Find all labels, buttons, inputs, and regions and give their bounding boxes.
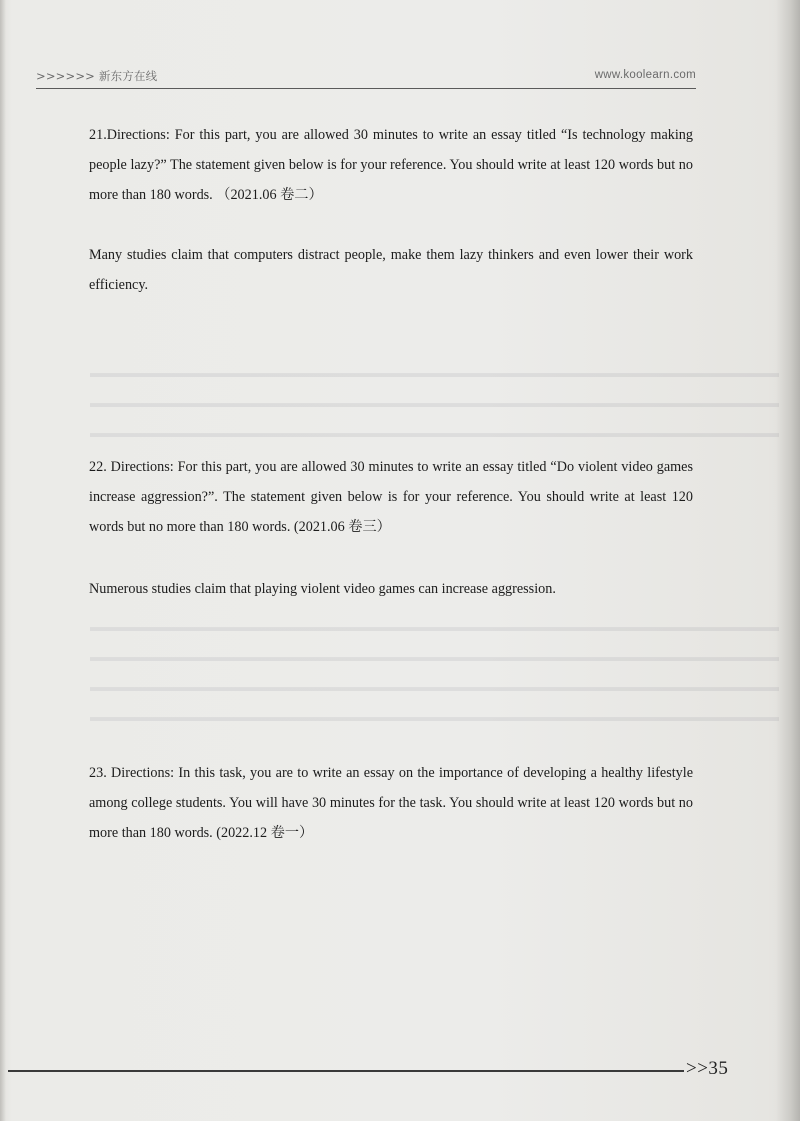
header-brand: >>>>>> 新东方在线 [36,69,158,83]
page-number: >>35 [686,1058,729,1079]
header-website: www.koolearn.com [594,69,696,81]
page-shadow-left [0,0,6,1121]
show-through-line: ▬▬▬▬▬▬▬▬▬▬▬▬▬▬▬▬▬▬▬▬▬▬▬▬▬▬▬▬▬▬▬▬▬▬▬▬▬▬▬▬▬▬▬▬▬▬▬▬▬▬▬▬▬ [90,709,779,724]
show-through-line: ▬▬▬▬▬▬▬▬▬▬▬▬▬▬▬▬▬▬▬▬▬▬▬▬▬▬▬▬▬▬▬▬▬▬▬▬▬▬▬▬▬▬▬▬▬▬▬▬▬▬▬▬▬ [90,619,779,634]
question-21-prompt: 21.Directions: For this part, you are allowed 30 minutes to write an essay titled “Is technology making people lazy?” The statement given below is for your reference. You should write at least 120 words but no more than 180 words. （2021.06 卷二） [89,127,693,203]
page-header [36,64,696,88]
show-through-line: ▬▬▬▬▬▬▬▬▬▬▬▬▬▬▬▬▬▬▬▬▬▬▬▬▬▬▬▬▬▬▬▬▬▬▬▬▬▬▬▬▬▬▬▬▬▬▬▬▬▬▬▬▬ [90,365,779,380]
page-shadow-right [776,0,800,1121]
header-divider [36,88,696,89]
show-through-line: ▬▬▬▬▬▬▬▬▬▬▬▬▬▬▬▬▬▬▬▬▬▬▬▬▬▬▬▬▬▬▬▬▬▬▬▬▬▬▬▬▬▬▬▬▬▬▬▬▬▬▬▬▬ [90,395,779,410]
question-22-prompt: 22. Directions: For this part, you are allowed 30 minutes to write an essay titled “Do violent video games increase aggression?”. The statement given below is for your reference. You should write at least 120 words but no more than 180 words. (2021.06 卷三） [89,459,693,535]
question-23-prompt: 23. Directions: In this task, you are to write an essay on the importance of developing a healthy lifestyle among college students. You will have 30 minutes for the task. You should write at least 120 words but no more than 180 words. (2022.12 卷一） [89,765,693,841]
footer-divider [8,1070,684,1072]
question-22-statement: Numerous studies claim that playing violent video games can increase aggression. [89,581,556,597]
show-through-line: ▬▬▬▬▬▬▬▬▬▬▬▬▬▬▬▬▬▬▬▬▬▬▬▬▬▬▬▬▬▬▬▬▬▬▬▬▬▬▬▬▬▬▬▬▬▬▬▬▬▬▬▬▬ [90,679,779,694]
show-through-line: ▬▬▬▬▬▬▬▬▬▬▬▬▬▬▬▬▬▬▬▬▬▬▬▬▬▬▬▬▬▬▬▬▬▬▬▬▬▬▬▬▬▬▬▬▬▬▬▬▬▬▬▬▬ [90,425,779,440]
show-through-line: ▬▬▬▬▬▬▬▬▬▬▬▬▬▬▬▬▬▬▬▬▬▬▬▬▬▬▬▬▬▬▬▬▬▬▬▬▬▬▬▬▬▬▬▬▬▬▬▬▬▬▬▬▬ [90,649,779,664]
question-21-statement: Many studies claim that computers distract people, make them lazy thinkers and even lower their work efficiency. [89,247,693,293]
